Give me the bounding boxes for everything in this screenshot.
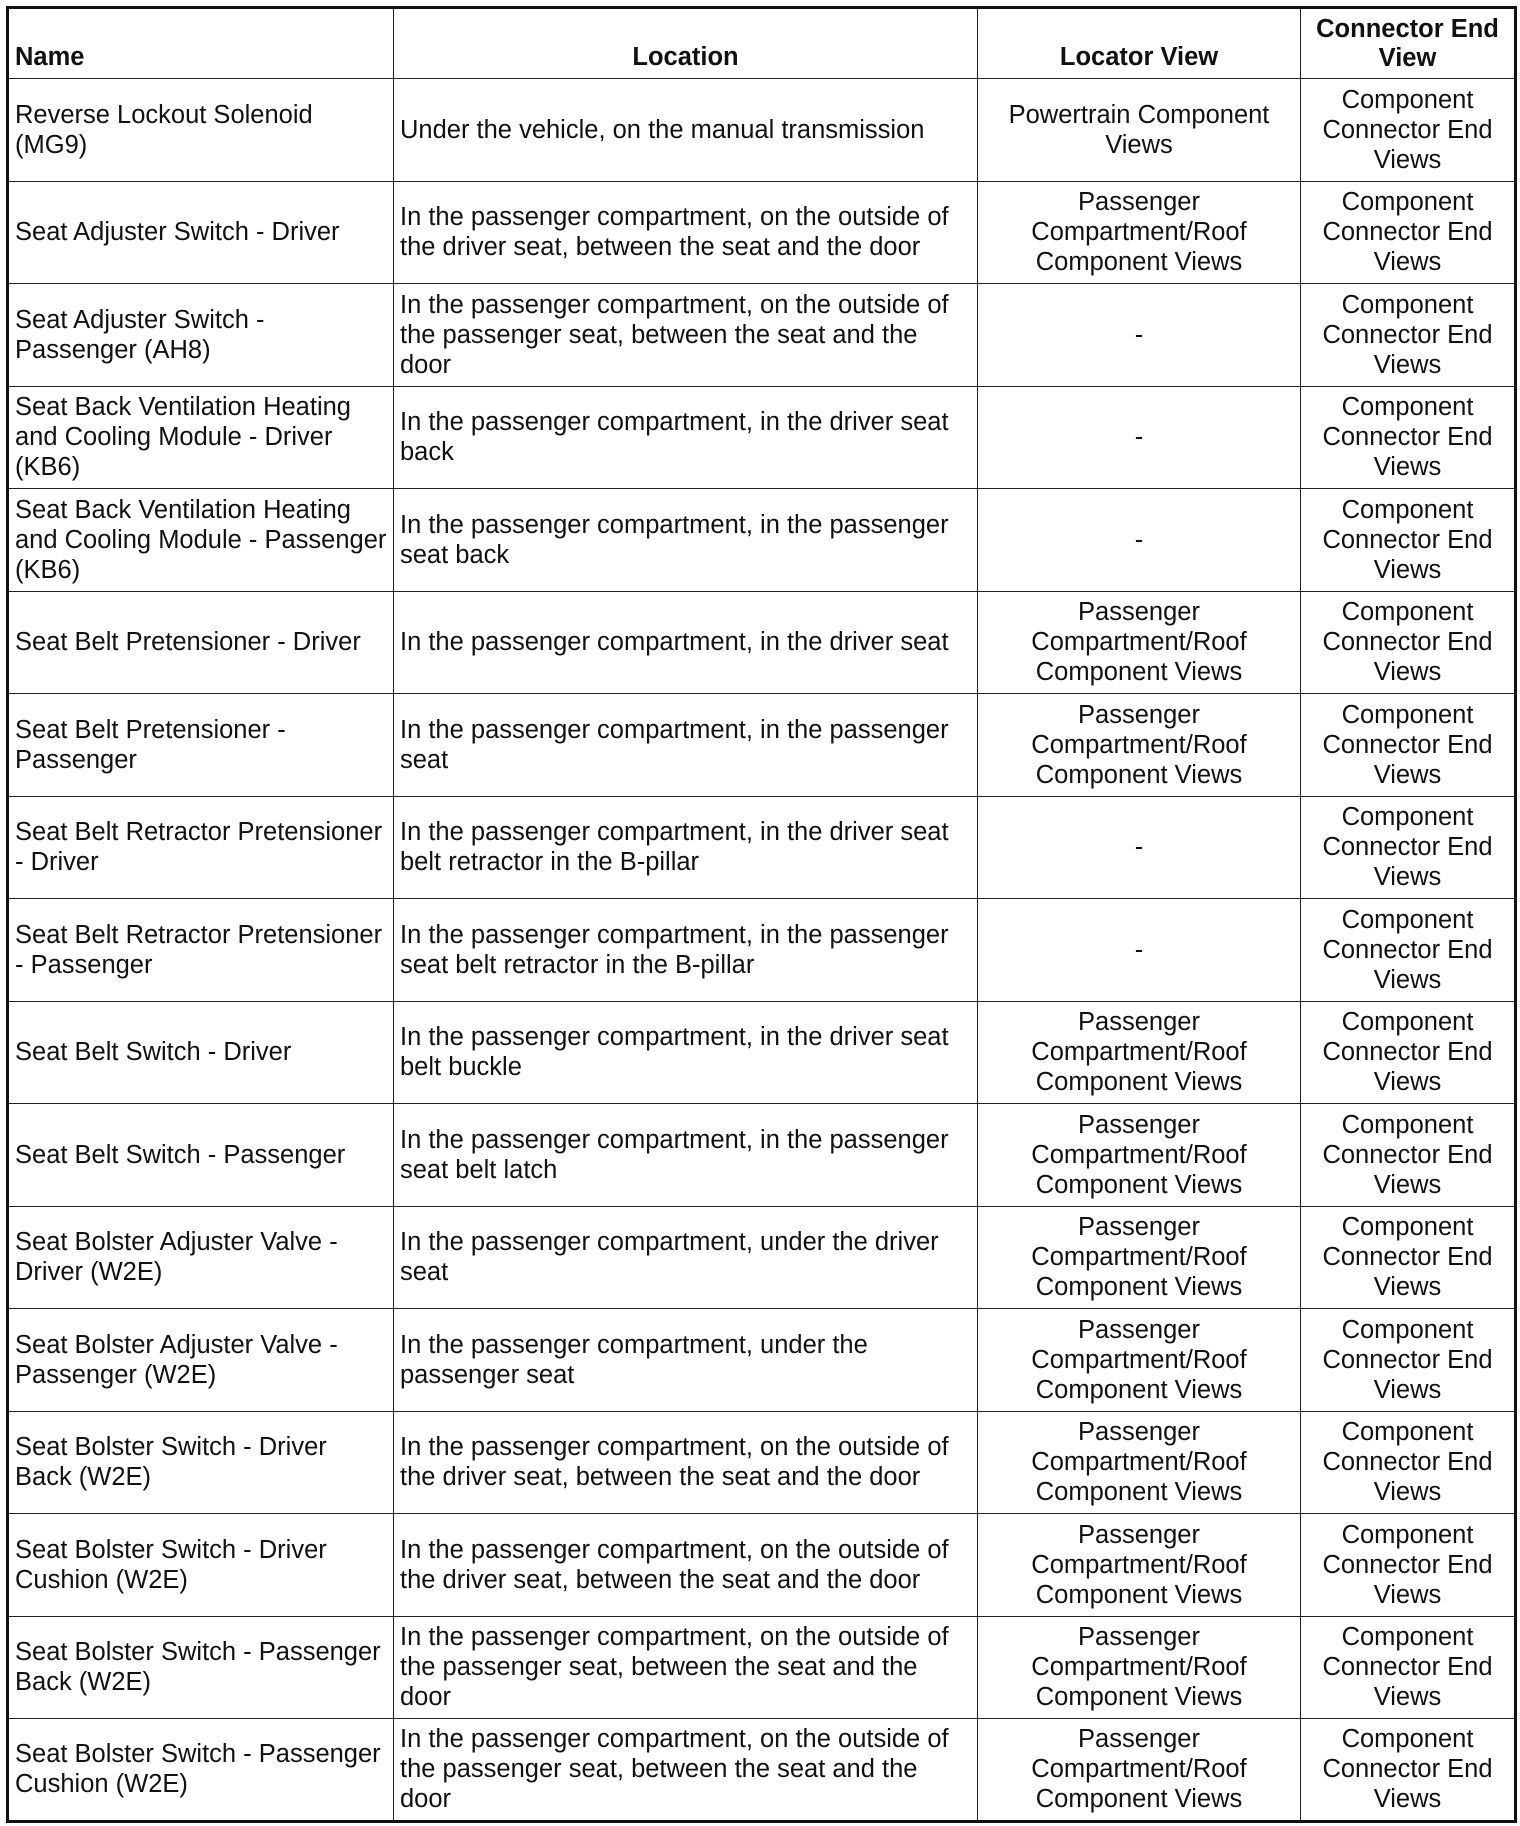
cell-name: Seat Belt Pretensioner - Passenger bbox=[8, 694, 394, 797]
cell-locator-view: Passenger Compartment/Roof Component Views bbox=[978, 1514, 1301, 1617]
header-location: Location bbox=[394, 8, 978, 79]
component-locator-table bbox=[6, 6, 1517, 1823]
table-row bbox=[8, 899, 1516, 1002]
cell-connector-end-view: Component Connector End Views bbox=[1301, 796, 1516, 899]
cell-location: In the passenger compartment, in the driver seat back bbox=[394, 386, 978, 489]
table-row bbox=[8, 1206, 1516, 1309]
cell-locator-view: Passenger Compartment/Roof Component Views bbox=[978, 1719, 1301, 1822]
table-row bbox=[8, 591, 1516, 694]
table-row bbox=[8, 1719, 1516, 1822]
cell-connector-end-view: Component Connector End Views bbox=[1301, 284, 1516, 387]
table-row bbox=[8, 79, 1516, 182]
cell-connector-end-view: Component Connector End Views bbox=[1301, 899, 1516, 1002]
table-row bbox=[8, 796, 1516, 899]
cell-name: Seat Bolster Adjuster Valve - Driver (W2E) bbox=[8, 1206, 394, 1309]
header-connector-end-view: Connector End View bbox=[1301, 8, 1516, 79]
cell-name: Seat Bolster Switch - Passenger Back (W2E) bbox=[8, 1616, 394, 1719]
table-row bbox=[8, 1616, 1516, 1719]
table-row bbox=[8, 1001, 1516, 1104]
table-row bbox=[8, 1411, 1516, 1514]
cell-locator-view: Passenger Compartment/Roof Component Views bbox=[978, 1309, 1301, 1412]
cell-locator-view: - bbox=[978, 386, 1301, 489]
cell-location: In the passenger compartment, on the outside of the driver seat, between the seat and the door bbox=[394, 1411, 978, 1514]
cell-location: In the passenger compartment, in the passenger seat belt retractor in the B-pillar bbox=[394, 899, 978, 1002]
cell-name: Seat Bolster Switch - Passenger Cushion (W2E) bbox=[8, 1719, 394, 1822]
cell-name: Seat Belt Retractor Pretensioner - Driver bbox=[8, 796, 394, 899]
cell-locator-view: Passenger Compartment/Roof Component Views bbox=[978, 591, 1301, 694]
cell-name: Seat Belt Retractor Pretensioner - Passenger bbox=[8, 899, 394, 1002]
cell-locator-view: - bbox=[978, 284, 1301, 387]
cell-connector-end-view: Component Connector End Views bbox=[1301, 1309, 1516, 1412]
cell-locator-view: Passenger Compartment/Roof Component Views bbox=[978, 181, 1301, 284]
cell-locator-view: Passenger Compartment/Roof Component Views bbox=[978, 694, 1301, 797]
cell-location: In the passenger compartment, under the driver seat bbox=[394, 1206, 978, 1309]
cell-connector-end-view: Component Connector End Views bbox=[1301, 1719, 1516, 1822]
cell-location: In the passenger compartment, on the outside of the driver seat, between the seat and the door bbox=[394, 181, 978, 284]
cell-name: Seat Adjuster Switch - Driver bbox=[8, 181, 394, 284]
cell-name: Seat Belt Switch - Driver bbox=[8, 1001, 394, 1104]
table-body bbox=[8, 79, 1516, 1822]
cell-location: In the passenger compartment, in the passenger seat bbox=[394, 694, 978, 797]
cell-connector-end-view: Component Connector End Views bbox=[1301, 79, 1516, 182]
table-header bbox=[8, 8, 1516, 79]
component-locator-table-frame bbox=[6, 6, 1514, 1823]
cell-location: In the passenger compartment, in the passenger seat belt latch bbox=[394, 1104, 978, 1207]
cell-name: Seat Bolster Switch - Driver Cushion (W2E) bbox=[8, 1514, 394, 1617]
cell-location: In the passenger compartment, on the outside of the passenger seat, between the seat and the door bbox=[394, 284, 978, 387]
table-row bbox=[8, 1514, 1516, 1617]
cell-locator-view: Powertrain Component Views bbox=[978, 79, 1301, 182]
cell-locator-view: - bbox=[978, 489, 1301, 592]
cell-connector-end-view: Component Connector End Views bbox=[1301, 1104, 1516, 1207]
cell-location: Under the vehicle, on the manual transmission bbox=[394, 79, 978, 182]
cell-location: In the passenger compartment, on the outside of the driver seat, between the seat and the door bbox=[394, 1514, 978, 1617]
header-name: Name bbox=[8, 8, 394, 79]
cell-connector-end-view: Component Connector End Views bbox=[1301, 386, 1516, 489]
cell-name: Seat Back Ventilation Heating and Cooling Module - Passenger (KB6) bbox=[8, 489, 394, 592]
cell-name: Seat Back Ventilation Heating and Cooling Module - Driver (KB6) bbox=[8, 386, 394, 489]
cell-location: In the passenger compartment, under the passenger seat bbox=[394, 1309, 978, 1412]
cell-name: Seat Belt Pretensioner - Driver bbox=[8, 591, 394, 694]
cell-connector-end-view: Component Connector End Views bbox=[1301, 591, 1516, 694]
cell-connector-end-view: Component Connector End Views bbox=[1301, 489, 1516, 592]
cell-connector-end-view: Component Connector End Views bbox=[1301, 1616, 1516, 1719]
table-row bbox=[8, 694, 1516, 797]
table-row bbox=[8, 489, 1516, 592]
table-row bbox=[8, 1309, 1516, 1412]
cell-location: In the passenger compartment, on the outside of the passenger seat, between the seat and the door bbox=[394, 1616, 978, 1719]
header-locator-view: Locator View bbox=[978, 8, 1301, 79]
cell-name: Seat Bolster Adjuster Valve - Passenger (W2E) bbox=[8, 1309, 394, 1412]
cell-locator-view: Passenger Compartment/Roof Component Views bbox=[978, 1411, 1301, 1514]
cell-connector-end-view: Component Connector End Views bbox=[1301, 181, 1516, 284]
cell-connector-end-view: Component Connector End Views bbox=[1301, 1001, 1516, 1104]
cell-locator-view: - bbox=[978, 796, 1301, 899]
header-row bbox=[8, 8, 1516, 79]
cell-location: In the passenger compartment, on the outside of the passenger seat, between the seat and the door bbox=[394, 1719, 978, 1822]
cell-name: Seat Bolster Switch - Driver Back (W2E) bbox=[8, 1411, 394, 1514]
cell-connector-end-view: Component Connector End Views bbox=[1301, 1411, 1516, 1514]
cell-location: In the passenger compartment, in the driver seat belt buckle bbox=[394, 1001, 978, 1104]
cell-locator-view: - bbox=[978, 899, 1301, 1002]
cell-connector-end-view: Component Connector End Views bbox=[1301, 694, 1516, 797]
cell-locator-view: Passenger Compartment/Roof Component Views bbox=[978, 1001, 1301, 1104]
table-row bbox=[8, 284, 1516, 387]
cell-name: Seat Belt Switch - Passenger bbox=[8, 1104, 394, 1207]
table-row bbox=[8, 1104, 1516, 1207]
cell-name: Reverse Lockout Solenoid (MG9) bbox=[8, 79, 394, 182]
cell-location: In the passenger compartment, in the driver seat belt retractor in the B-pillar bbox=[394, 796, 978, 899]
cell-locator-view: Passenger Compartment/Roof Component Views bbox=[978, 1104, 1301, 1207]
cell-location: In the passenger compartment, in the passenger seat back bbox=[394, 489, 978, 592]
cell-locator-view: Passenger Compartment/Roof Component Views bbox=[978, 1206, 1301, 1309]
cell-connector-end-view: Component Connector End Views bbox=[1301, 1206, 1516, 1309]
cell-connector-end-view: Component Connector End Views bbox=[1301, 1514, 1516, 1617]
cell-locator-view: Passenger Compartment/Roof Component Views bbox=[978, 1616, 1301, 1719]
cell-name: Seat Adjuster Switch - Passenger (AH8) bbox=[8, 284, 394, 387]
table-row bbox=[8, 181, 1516, 284]
cell-location: In the passenger compartment, in the driver seat bbox=[394, 591, 978, 694]
table-row bbox=[8, 386, 1516, 489]
